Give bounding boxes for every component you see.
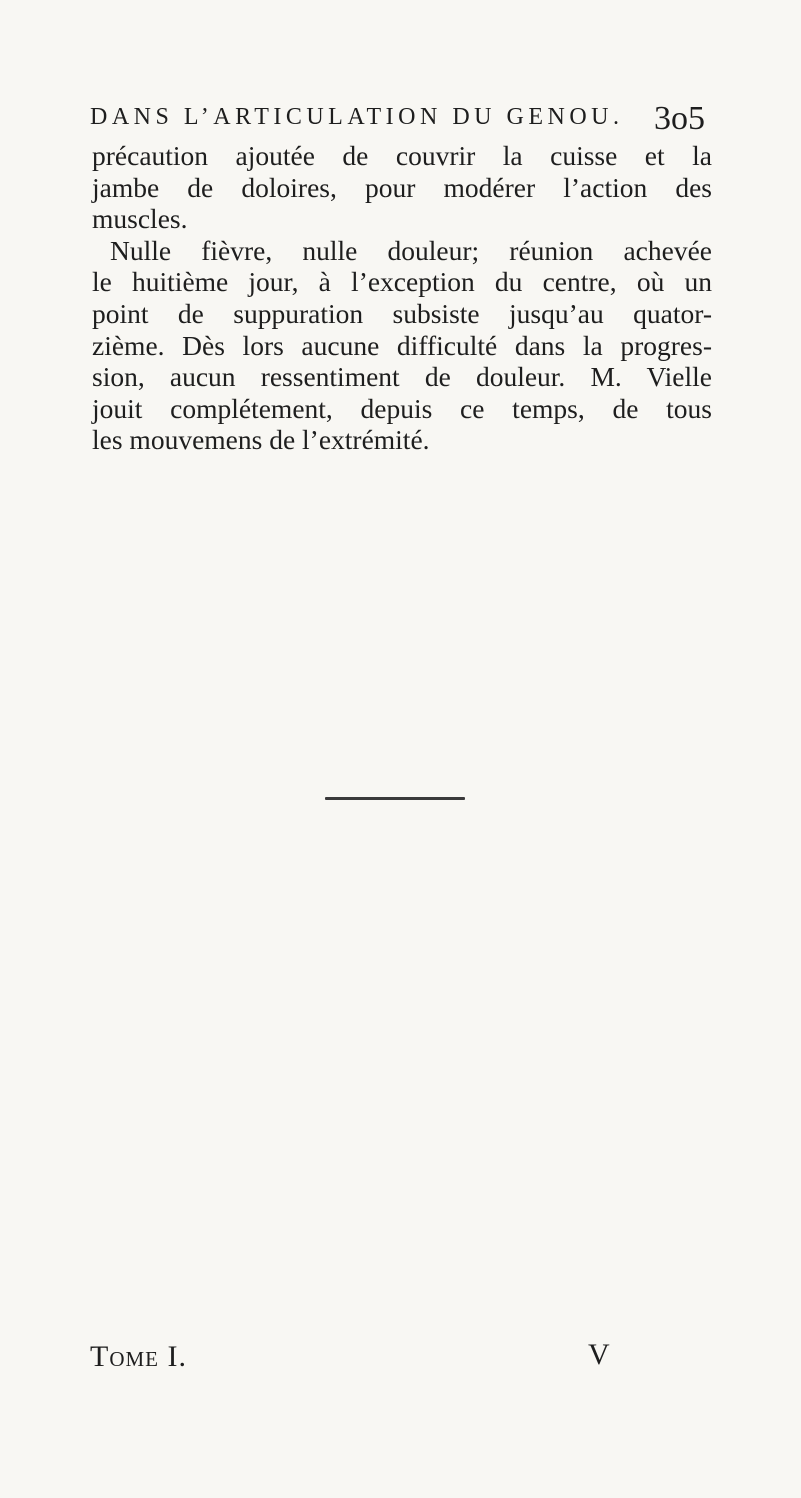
gathering-letter: V xyxy=(588,1338,610,1371)
running-title: DANS L’ARTICULATION DU GENOU. xyxy=(90,104,624,130)
body-text xyxy=(92,140,712,456)
text-line: précaution ajoutée de couvrir la cuisse et la xyxy=(92,140,712,171)
text-line: les mouvemens de l’extrémité. xyxy=(92,424,430,456)
text-line: sion, aucun ressentiment de douleur. M. Vielle xyxy=(92,361,712,393)
text-line: jambe de doloires, pour modérer l’action des xyxy=(92,171,712,203)
text-line: muscles. xyxy=(92,203,188,235)
section-rule xyxy=(325,797,465,800)
text-line: Nulle fièvre, nulle douleur; réunion achevée xyxy=(110,234,712,266)
page-number: 3o5 xyxy=(654,100,705,137)
running-head xyxy=(90,100,705,140)
text-line: le huitième jour, à l’exception du centre, où un xyxy=(92,266,712,298)
text-line: point de suppuration subsiste jusqu’au quator- xyxy=(92,297,712,329)
signature-mark: Tome I. xyxy=(90,1340,187,1373)
text-line: jouit complétement, depuis ce temps, de tous xyxy=(92,392,712,424)
text-line: zième. Dès lors aucune difficulté dans la progres- xyxy=(92,329,712,361)
